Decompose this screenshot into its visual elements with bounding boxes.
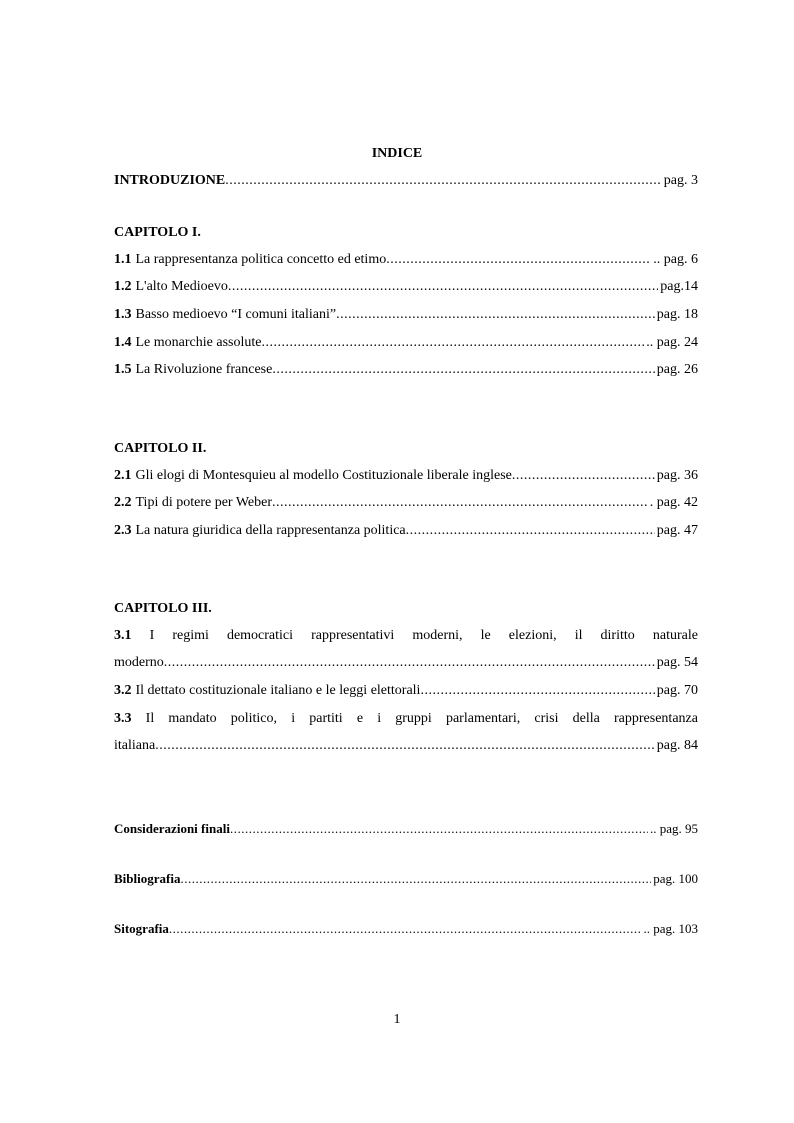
word: regimi xyxy=(172,628,209,643)
toc-entry-2-2[interactable] xyxy=(114,494,698,512)
toc-entry-page: pag. 18 xyxy=(656,307,698,322)
toc-entry-page: .. pag. 103 xyxy=(643,921,698,936)
toc-entry-page: . pag. 42 xyxy=(649,495,698,510)
word: rappresentativi xyxy=(311,628,395,643)
toc-entry-number: 2.3 xyxy=(114,523,132,538)
leader-dots xyxy=(169,920,642,938)
toc-entry-label: INTRODUZIONE xyxy=(114,173,226,188)
word: i xyxy=(377,711,382,726)
toc-entry-1-3[interactable] xyxy=(114,306,698,324)
toc-entry-3-3-line2[interactable] xyxy=(114,737,698,755)
toc-entry-page: pag. 26 xyxy=(656,362,698,377)
chapter-heading-1: CAPITOLO I. xyxy=(114,225,201,240)
toc-entry-1-2[interactable] xyxy=(114,278,698,296)
toc-entry-number: 3.3 xyxy=(114,711,132,726)
toc-entry-label: La natura giuridica della rappresentanza politica xyxy=(135,523,406,538)
word: parlamentari, xyxy=(445,711,521,726)
toc-entry-page: pag. 3 xyxy=(663,173,698,188)
toc-entry-label: Il dettato costituzionale italiano e le leggi elettorali xyxy=(135,683,421,698)
word: naturale xyxy=(652,628,698,643)
toc-entry-label: Considerazioni finali xyxy=(114,821,230,836)
word: crisi xyxy=(534,711,559,726)
page-number: 1 xyxy=(393,1012,401,1027)
leader-dots xyxy=(336,306,655,324)
toc-entry-label: moderno xyxy=(114,655,164,670)
leader-dots xyxy=(272,361,654,379)
word: le xyxy=(480,628,491,643)
toc-entry-sitografia[interactable] xyxy=(114,920,698,938)
toc-entry-number: 1.5 xyxy=(114,362,132,377)
chapter-heading-3: CAPITOLO III. xyxy=(114,601,212,616)
word: mandato xyxy=(168,711,217,726)
toc-entry-label: La Rivoluzione francese xyxy=(135,362,273,377)
toc-entry-page: pag. 70 xyxy=(656,683,698,698)
word: e xyxy=(356,711,364,726)
toc-entry-label: La rappresentanza politica concetto ed etimo xyxy=(135,252,387,267)
toc-entry-3-1-line1[interactable] xyxy=(114,627,698,645)
toc-entry-label: Tipi di potere per Weber xyxy=(135,495,273,510)
toc-entry-label: Gli elogi di Montesquieu al modello Costituzionale liberale inglese xyxy=(135,468,512,483)
toc-entry-number: 3.1 xyxy=(114,628,132,643)
toc-entry-label: L'alto Medioevo xyxy=(135,279,228,294)
word: democratici xyxy=(226,628,294,643)
chapter-heading-2: CAPITOLO II. xyxy=(114,441,207,456)
toc-entry-page: .. pag. 24 xyxy=(646,335,698,350)
word: gruppi xyxy=(395,711,432,726)
toc-entry-page: .. pag. 95 xyxy=(649,821,698,836)
toc-entry-page: pag. 47 xyxy=(656,523,698,538)
toc-entry-introduzione[interactable] xyxy=(114,172,698,190)
toc-entry-2-3[interactable] xyxy=(114,522,698,540)
toc-entry-number: 1.3 xyxy=(114,307,132,322)
leader-dots xyxy=(180,870,651,888)
word: della xyxy=(572,711,600,726)
toc-entry-page: .. pag. 6 xyxy=(653,252,698,267)
leader-dots xyxy=(386,251,651,269)
toc-entry-number: 1.1 xyxy=(114,252,132,267)
leader-dots xyxy=(406,522,655,540)
toc-entry-3-2[interactable] xyxy=(114,682,698,700)
toc-entry-page: pag.14 xyxy=(660,279,698,294)
word: rappresentanza xyxy=(614,711,698,726)
toc-entry-number: 1.2 xyxy=(114,279,132,294)
toc-entry-number: 3.2 xyxy=(114,683,132,698)
toc-entry-label: Sitografia xyxy=(114,921,169,936)
toc-entry-3-1-line2[interactable] xyxy=(114,654,698,672)
toc-entry-number: 2.1 xyxy=(114,468,132,483)
toc-entry-1-4[interactable] xyxy=(114,334,698,352)
leader-dots xyxy=(261,334,644,352)
leader-dots xyxy=(230,820,648,838)
word: i xyxy=(291,711,296,726)
leader-dots xyxy=(155,737,655,755)
word: diritto xyxy=(600,628,635,643)
toc-entry-page: pag. 84 xyxy=(656,738,698,753)
leader-dots xyxy=(225,172,662,190)
toc-entry-3-3-line1[interactable] xyxy=(114,710,698,728)
toc-entry-bibliografia[interactable] xyxy=(114,870,698,888)
toc-entry-considerazioni-finali[interactable] xyxy=(114,820,698,838)
word: I xyxy=(149,628,155,643)
toc-entry-page: pag. 36 xyxy=(656,468,698,483)
toc-entry-2-1[interactable] xyxy=(114,467,698,485)
word: elezioni, xyxy=(508,628,557,643)
toc-entry-label: Basso medioevo “I comuni italiani” xyxy=(135,307,337,322)
leader-dots xyxy=(272,494,648,512)
toc-entry-label: Le monarchie assolute xyxy=(135,335,262,350)
word: moderni, xyxy=(412,628,463,643)
leader-dots xyxy=(512,467,655,485)
word: Il xyxy=(145,711,155,726)
toc-entry-label: Bibliografia xyxy=(114,871,181,886)
page-title: INDICE xyxy=(371,146,423,161)
word: partiti xyxy=(309,711,343,726)
toc-entry-label: italiana xyxy=(114,738,156,753)
leader-dots xyxy=(228,278,658,296)
leader-dots xyxy=(164,654,655,672)
leader-dots xyxy=(420,682,654,700)
toc-entry-number: 2.2 xyxy=(114,495,132,510)
word: politico, xyxy=(230,711,278,726)
toc-entry-number: 1.4 xyxy=(114,335,132,350)
toc-entry-1-5[interactable] xyxy=(114,361,698,379)
toc-entry-page: pag. 100 xyxy=(653,871,698,886)
word: il xyxy=(574,628,583,643)
toc-entry-page: pag. 54 xyxy=(656,655,698,670)
toc-entry-1-1[interactable] xyxy=(114,251,698,269)
